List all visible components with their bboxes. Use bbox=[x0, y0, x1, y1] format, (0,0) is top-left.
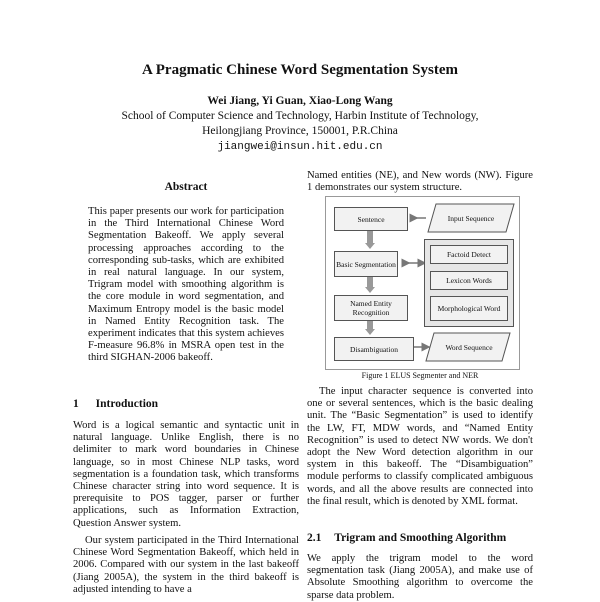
right-paragraph-1: The input character sequence is converted into one or several sentences, which is the basic dealing unit. The “Basic Segmentation” is used to identify the LW, FT, MDW words, and “Named Entity Recognition” is used to detect NW words. We don't adopt the New Word detection algorithm in our system in this bakeoff. The “Disambiguation” module performs to classify complicated ambiguous words, and all the above results are connected into the final result, which is denoted by XML format. bbox=[307, 386, 533, 507]
affiliation-line-1: School of Computer Science and Technology, Harbin Institute of Technology, bbox=[121, 110, 479, 122]
intro-paragraph-1: Word is a logical semantic and syntactic unit in natural language. Unlike English, there is no delimiter to mark word boundaries in Chinese language, so in most Chinese NLP tasks, word segmentation is a foundation task, which transforms Chinese character string into word sequence. It is prerequisite to POS tagger, parser or further applications, such as Information Extraction, Question Answer system. bbox=[73, 420, 299, 529]
word-sequence-label: Word Sequence bbox=[445, 342, 493, 352]
subsection-title: Trigram and Smoothing Algorithm bbox=[334, 532, 507, 544]
abstract-text: This paper presents our work for participation in the Third International Chinese Word Segmentation Bakeoff. We apply several processing approaches according to the corresponding sub-tasks, which are exhibited in real natural language. In our system, Trigram model with smoothing algorithm is the core module in word segmentation, and Maximum Entropy model is the basic model in Named Entity Recognition task. The experiment indicates that this system achieves F-measure 96.8% in MSRA open test in the third SIGHAN-2006 bakeoff. bbox=[88, 206, 284, 364]
right-paragraph-2: We apply the trigram model to the word segmentation task (Jiang 2005A), and make use of Absolute Smoothing algorithm to overcome the sparse data problem. bbox=[307, 553, 533, 601]
subsection-heading bbox=[307, 532, 533, 544]
arrowhead-down-1 bbox=[365, 243, 375, 249]
factoid-detect-node: Factoid Detect bbox=[430, 245, 508, 264]
author-email: jiangwei@insun.hit.edu.cn bbox=[217, 141, 383, 153]
figure-caption: Figure 1 ELUS Segmenter and NER bbox=[361, 371, 479, 380]
arrowhead-down-3 bbox=[365, 329, 375, 335]
abstract-heading: Abstract bbox=[164, 181, 208, 193]
basic-segmentation-node: Basic Segmentation bbox=[334, 251, 398, 277]
input-sequence-label: Input Sequence bbox=[447, 213, 495, 223]
figure-1 bbox=[325, 196, 520, 370]
sentence-node: Sentence bbox=[334, 207, 408, 231]
paper-title: A Pragmatic Chinese Word Segmentation System bbox=[142, 62, 458, 78]
arrowhead-down-2 bbox=[365, 287, 375, 293]
section-number: 1 bbox=[73, 398, 79, 410]
subsection-number: 2.1 bbox=[307, 532, 322, 544]
affiliation-line-2: Heilongjiang Province, 150001, P.R.China bbox=[202, 125, 398, 137]
authors: Wei Jiang, Yi Guan, Xiao-Long Wang bbox=[207, 95, 393, 107]
intro-paragraph-2: Our system participated in the Third International Chinese Word Segmentation Bakeoff, which held in 2006. Compared with our system in the last bakeoff (Jiang 2005A), the system in the third bakeoff is adjusted intending to have a bbox=[73, 535, 299, 595]
morphological-word-node: Morphological Word bbox=[430, 296, 508, 321]
section-heading-introduction bbox=[73, 398, 299, 410]
named-entity-recognition-node: Named Entity Recognition bbox=[334, 295, 408, 321]
disambiguation-node: Disambiguation bbox=[334, 337, 414, 361]
section-title: Introduction bbox=[95, 398, 159, 410]
lexicon-words-node: Lexicon Words bbox=[430, 271, 508, 290]
right-top-paragraph: Named entities (NE), and New words (NW). Figure 1 demonstrates our system structure. bbox=[307, 170, 533, 194]
